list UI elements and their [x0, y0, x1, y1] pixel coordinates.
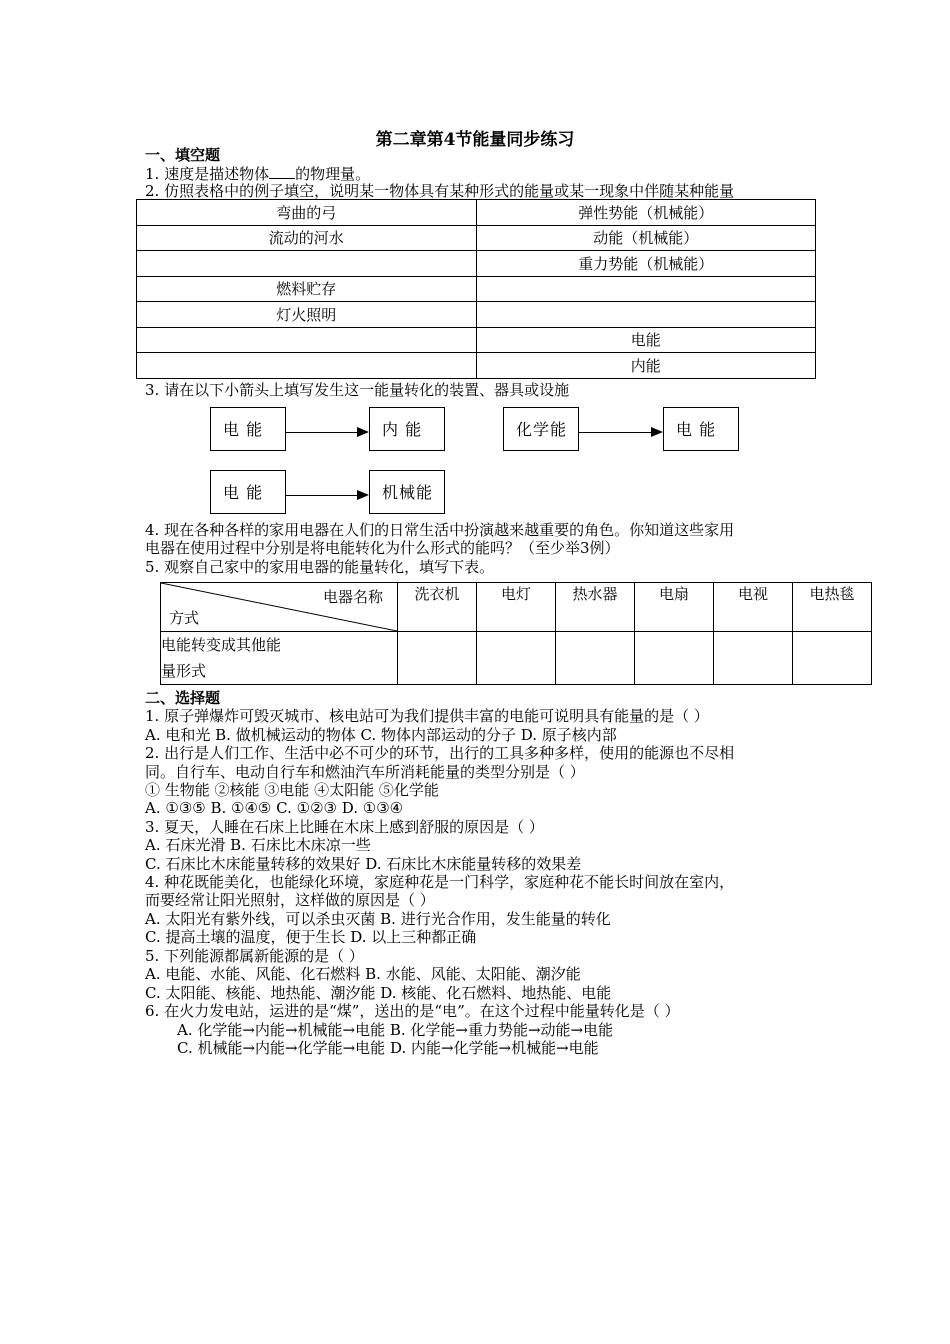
table-cell: 弯曲的弓 — [137, 200, 477, 226]
row-label-cell — [161, 632, 398, 685]
question-4-line2: 电器在使用过程中分别是将电能转化为什么形式的能吗？（至少举3例） — [145, 539, 620, 557]
appliance-table — [160, 582, 872, 685]
q1-blank — [269, 164, 295, 179]
mc-line: 2. 出行是人们工作、生活中必不可少的环节，出行的工具多种多样，使用的能源也不尽相 — [145, 744, 735, 762]
mc-line: C. 机械能→内能→化学能→电能 D. 内能→化学能→机械能→电能 — [177, 1039, 599, 1057]
question-4-line1: 4. 现在各种各样的家用电器在人们的日常生活中扮演越来越重要的角色。你知道这些家用 — [145, 521, 735, 539]
table-row — [137, 276, 816, 302]
table-row — [137, 225, 816, 251]
appliance-header: 洗衣机 — [398, 583, 477, 632]
mc-line: 1. 原子弹爆炸可毁灭城市、核电站可为我们提供丰富的电能可说明具有能量的是（ ） — [145, 707, 709, 725]
row-label-line2: 量形式 — [161, 662, 207, 680]
question-2: 2. 仿照表格中的例子填空，说明某一物体具有某种形式的能量或某一现象中伴随某种能量 — [145, 182, 735, 200]
table-cell — [137, 353, 477, 379]
table-cell: 灯火照明 — [137, 302, 477, 328]
mc-line: 6. 在火力发电站，运进的是“煤”，送出的是“电”。在这个过程中能量转化是（ ） — [145, 1002, 680, 1020]
arrow-1 — [286, 432, 367, 433]
table-cell: 重力势能（机械能） — [476, 251, 816, 277]
energy-box-electric — [210, 407, 286, 451]
appliance-header: 电热毯 — [793, 583, 872, 632]
mc-line: A. 石床光滑 B. 石床比木床凉一些 — [145, 836, 371, 854]
section1-heading: 一、填空题 — [145, 146, 221, 164]
q1-text: 1. 速度是描述物体 — [145, 165, 270, 183]
table-cell: 内能 — [476, 353, 816, 379]
arrow-2 — [579, 432, 661, 433]
q1-text-end: 的物理量。 — [295, 165, 371, 183]
energy-box-mechanical — [369, 470, 445, 514]
energy-box-electric-3 — [210, 470, 286, 514]
answer-cell — [398, 632, 477, 685]
mc-line: 3. 夏天，人睡在石床上比睡在木床上感到舒服的原因是（ ） — [145, 818, 544, 836]
answer-cell — [793, 632, 872, 685]
box-label: 电 能 — [223, 483, 264, 502]
mc-line: A. 太阳光有紫外线，可以杀虫灭菌 B. 进行光合作用，发生能量的转化 — [145, 910, 611, 928]
mc-line: ① 生物能 ②核能 ③电能 ④太阳能 ⑤化学能 — [145, 781, 439, 799]
table-row — [137, 327, 816, 353]
page-title: 第二章第4节能量同步练习 — [375, 130, 575, 150]
answer-cell — [477, 632, 556, 685]
mc-line: 而要经常让阳光照射，这样做的原因是（ ） — [145, 891, 435, 909]
table-row — [161, 583, 872, 632]
answer-cell — [635, 632, 714, 685]
mc-line: C. 太阳能、核能、地热能、潮汐能 D. 核能、化石燃料、地热能、电能 — [145, 984, 612, 1002]
answer-cell — [556, 632, 635, 685]
appliance-header: 电视 — [714, 583, 793, 632]
question-3: 3. 请在以下小箭头上填写发生这一能量转化的装置、器具或设施 — [145, 381, 570, 399]
box-label: 化学能 — [516, 420, 568, 439]
box-label: 内 能 — [382, 420, 423, 439]
table-row — [137, 302, 816, 328]
question-5: 5. 观察自己家中的家用电器的能量转化，填写下表。 — [145, 558, 495, 576]
mc-line: 4. 种花既能美化，也能绿化环境，家庭种花是一门科学，家庭种花不能长时间放在室内， — [145, 873, 735, 891]
table-cell: 流动的河水 — [137, 225, 477, 251]
table-cell: 燃料贮存 — [137, 276, 477, 302]
table-row — [137, 200, 816, 226]
arrow-3 — [286, 495, 367, 496]
diagonal-header-cell — [161, 583, 398, 632]
mc-line: A. 电和光 B. 做机械运动的物体 C. 物体内部运动的分子 D. 原子核内部 — [145, 726, 617, 744]
mc-line: 同。自行车、电动自行车和燃油汽车所消耗能量的类型分别是（ ） — [145, 763, 585, 781]
box-label: 机械能 — [382, 483, 434, 502]
appliance-header: 电灯 — [477, 583, 556, 632]
table-cell: 弹性势能（机械能） — [476, 200, 816, 226]
section2-heading: 二、选择题 — [145, 689, 221, 707]
energy-box-internal — [369, 407, 445, 451]
appliance-header: 热水器 — [556, 583, 635, 632]
table-cell: 电能 — [476, 327, 816, 353]
mc-line: A. 电能、水能、风能、化石燃料 B. 水能、风能、太阳能、潮汐能 — [145, 965, 581, 983]
table-cell — [476, 276, 816, 302]
row-label-line1: 电能转变成其他能 — [161, 636, 282, 654]
mc-line: 5. 下列能源都属新能源的是（ ） — [145, 947, 364, 965]
table-row — [137, 353, 816, 379]
corner-label-top: 电器名称 — [322, 588, 383, 606]
box-label: 电 能 — [676, 420, 717, 439]
energy-example-table — [136, 199, 816, 379]
mc-line: A. 化学能→内能→机械能→电能 B. 化学能→重力势能→动能→电能 — [177, 1021, 614, 1039]
answer-cell — [714, 632, 793, 685]
energy-box-chemical — [503, 407, 579, 451]
table-cell: 动能（机械能） — [476, 225, 816, 251]
energy-box-electric-2 — [663, 407, 739, 451]
mc-line: C. 提高土壤的温度，便于生长 D. 以上三种都正确 — [145, 928, 477, 946]
mc-line: A. ①③⑤ B. ①④⑤ C. ①②③ D. ①③④ — [145, 799, 404, 817]
table-row — [161, 632, 872, 685]
appliance-header: 电扇 — [635, 583, 714, 632]
box-label: 电 能 — [223, 420, 264, 439]
corner-label-bottom: 方式 — [169, 609, 200, 627]
table-row — [137, 251, 816, 277]
table-cell — [476, 302, 816, 328]
table-cell — [137, 251, 477, 277]
question-1 — [145, 164, 370, 183]
table-cell — [137, 327, 477, 353]
mc-line: C. 石床比木床能量转移的效果好 D. 石床比木床能量转移的效果差 — [145, 855, 582, 873]
